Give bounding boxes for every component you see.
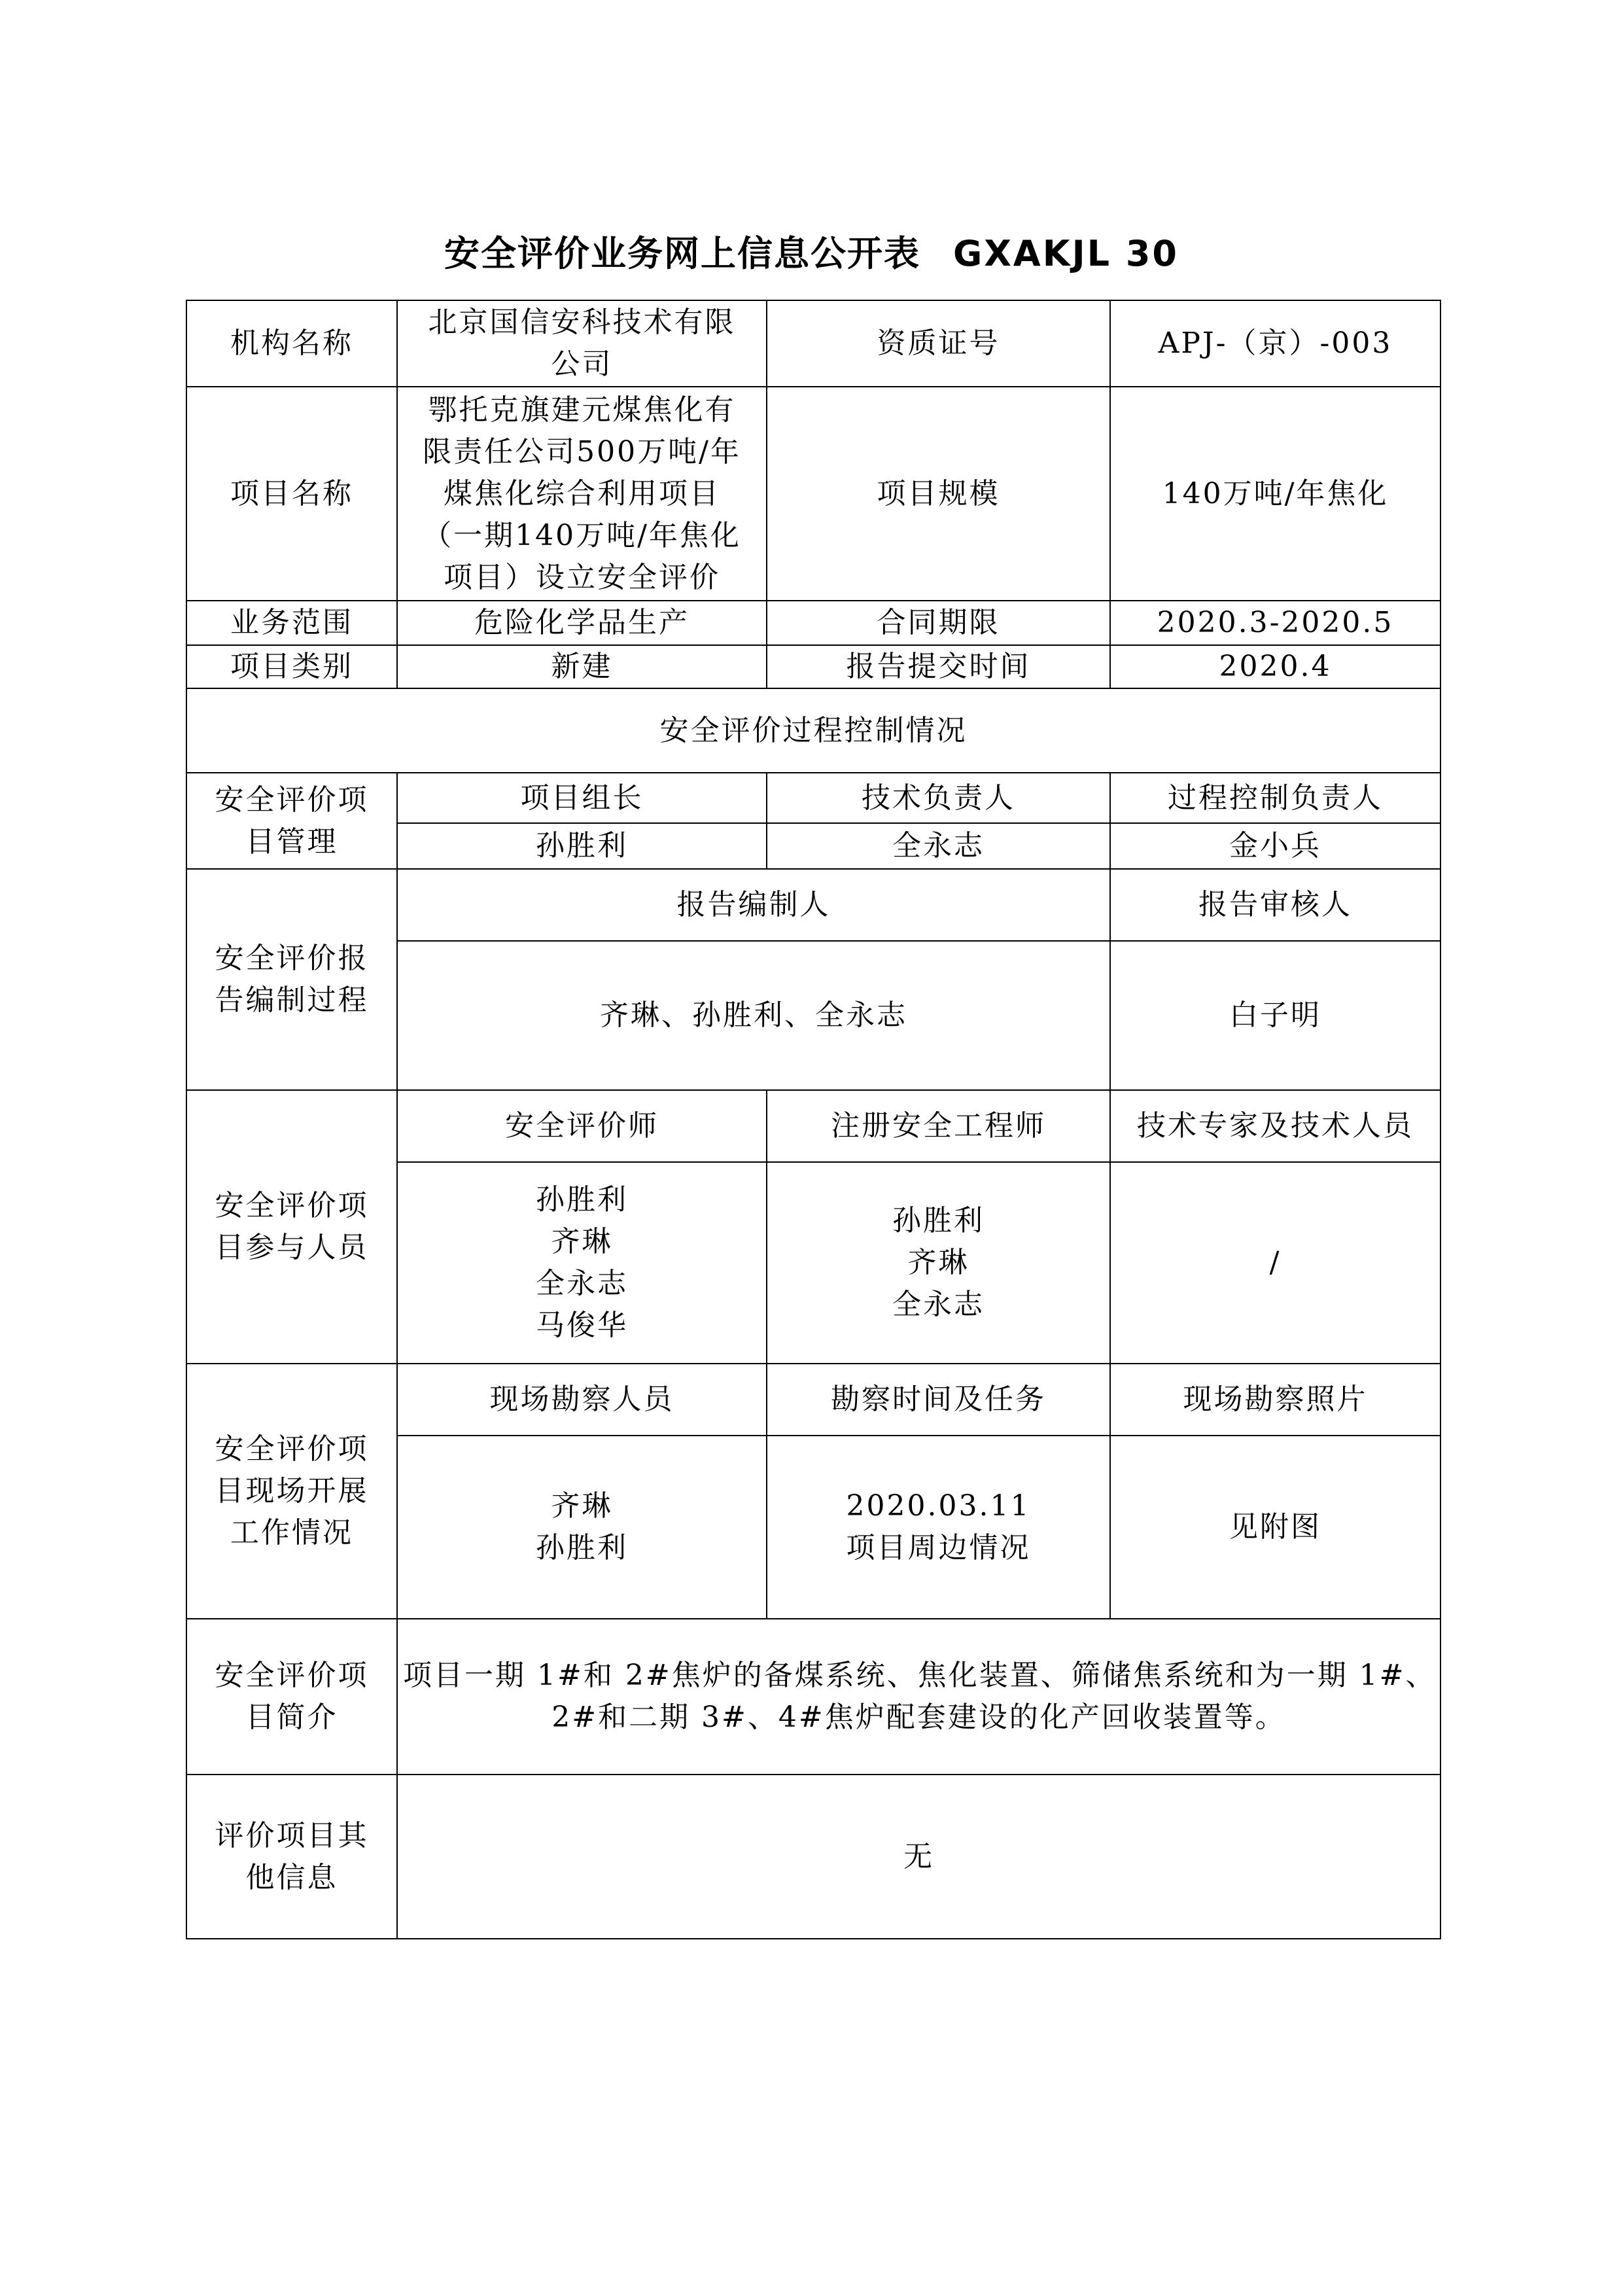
photo-value: 见附图 xyxy=(1110,1436,1440,1619)
summary-label: 安全评价项 目简介 xyxy=(186,1619,397,1775)
row-management-head xyxy=(186,773,1440,823)
time-task-label: 勘察时间及任务 xyxy=(767,1364,1110,1436)
compiler-label: 报告编制人 xyxy=(397,869,1110,941)
row-summary xyxy=(186,1619,1440,1775)
leader-label: 项目组长 xyxy=(397,773,767,823)
project-type-value: 新建 xyxy=(397,645,767,688)
project-name-label: 项目名称 xyxy=(186,387,397,601)
row-report-head xyxy=(186,869,1440,941)
process-control-title: 安全评价过程控制情况 xyxy=(186,688,1440,773)
org-name-label: 机构名称 xyxy=(186,300,397,387)
compilers-value: 齐琳、孙胜利、全永志 xyxy=(397,941,1110,1090)
expert-label: 技术专家及技术人员 xyxy=(1110,1090,1440,1162)
report-process-label: 安全评价报 告编制过程 xyxy=(186,869,397,1090)
reviewer-label: 报告审核人 xyxy=(1110,869,1440,941)
business-scope-label: 业务范围 xyxy=(186,601,397,645)
reviewer-value: 白子明 xyxy=(1110,941,1440,1090)
other-info-value: 无 xyxy=(397,1775,1440,1939)
row-type xyxy=(186,645,1440,688)
row-process-title xyxy=(186,688,1440,773)
evaluator-label: 安全评价师 xyxy=(397,1090,767,1162)
tech-lead-value: 全永志 xyxy=(767,823,1110,869)
time-task-value: 2020.03.11 项目周边情况 xyxy=(767,1436,1110,1619)
summary-text: 项目一期 1#和 2#焦炉的备煤系统、焦化装置、筛储焦系统和为一期 1#、 2#和二期 3#、4#焦炉配套建设的化产回收装置等。 xyxy=(397,1619,1440,1775)
cert-no-value: APJ-（京）-003 xyxy=(1110,300,1440,387)
info-table xyxy=(186,300,1441,1939)
leader-value: 孙胜利 xyxy=(397,823,767,869)
process-lead-value: 金小兵 xyxy=(1110,823,1440,869)
surveyors-value: 齐琳 孙胜利 xyxy=(397,1436,767,1619)
process-lead-label: 过程控制负责人 xyxy=(1110,773,1440,823)
project-scale-value: 140万吨/年焦化 xyxy=(1110,387,1440,601)
engineer-label: 注册安全工程师 xyxy=(767,1090,1110,1162)
tech-lead-label: 技术负责人 xyxy=(767,773,1110,823)
evaluators-value: 孙胜利 齐琳 全永志 马俊华 xyxy=(397,1162,767,1364)
row-site-head xyxy=(186,1364,1440,1436)
surveyor-label: 现场勘察人员 xyxy=(397,1364,767,1436)
project-name-value: 鄂托克旗建元煤焦化有 限责任公司500万吨/年 煤焦化综合利用项目 （一期140万吨/年焦化 项目）设立安全评价 xyxy=(397,387,767,601)
cert-no-label: 资质证号 xyxy=(767,300,1110,387)
other-info-label: 评价项目其 他信息 xyxy=(186,1775,397,1939)
row-org xyxy=(186,300,1440,387)
project-type-label: 项目类别 xyxy=(186,645,397,688)
report-time-label: 报告提交时间 xyxy=(767,645,1110,688)
row-scope xyxy=(186,601,1440,645)
org-name-value: 北京国信安科技术有限 公司 xyxy=(397,300,767,387)
page-title xyxy=(0,226,1623,276)
photo-label: 现场勘察照片 xyxy=(1110,1364,1440,1436)
contract-period-value: 2020.3-2020.5 xyxy=(1110,601,1440,645)
experts-value: / xyxy=(1110,1162,1440,1364)
row-other-info xyxy=(186,1775,1440,1939)
row-participants-head xyxy=(186,1090,1440,1162)
engineers-value: 孙胜利 齐琳 全永志 xyxy=(767,1162,1110,1364)
row-project xyxy=(186,387,1440,601)
title-text: 安全评价业务网上信息公开表 xyxy=(444,233,920,274)
project-scale-label: 项目规模 xyxy=(767,387,1110,601)
participants-label: 安全评价项 目参与人员 xyxy=(186,1090,397,1364)
report-time-value: 2020.4 xyxy=(1110,645,1440,688)
business-scope-value: 危险化学品生产 xyxy=(397,601,767,645)
management-label: 安全评价项 目管理 xyxy=(186,773,397,869)
site-work-label: 安全评价项 目现场开展 工作情况 xyxy=(186,1364,397,1619)
form-code: GXAKJL 30 xyxy=(952,233,1179,274)
contract-period-label: 合同期限 xyxy=(767,601,1110,645)
